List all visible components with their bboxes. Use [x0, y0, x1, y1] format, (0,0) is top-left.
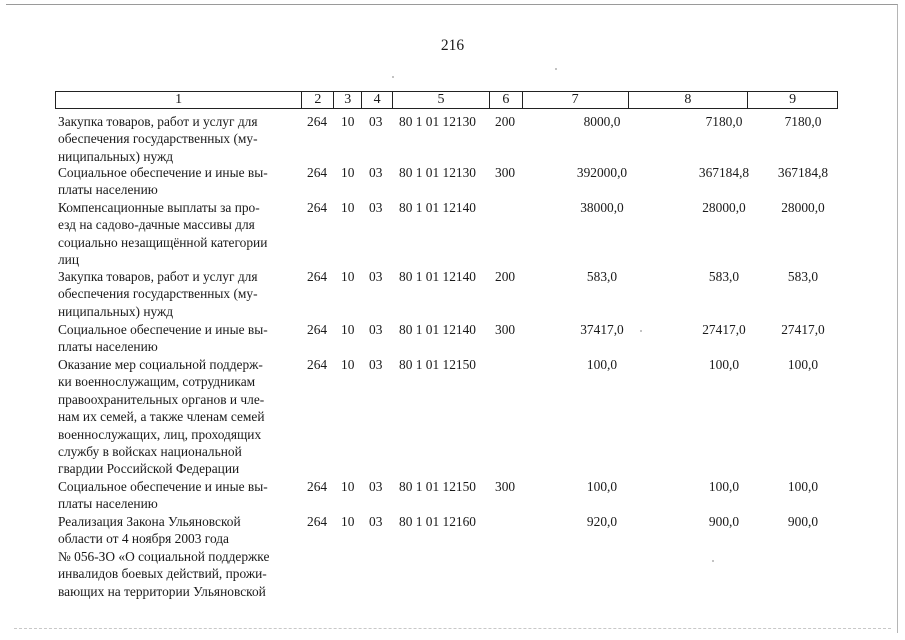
amount-col8-cell: 367184,8: [698, 165, 750, 180]
section-cell: 10: [341, 114, 355, 129]
subsection-cell: 03: [369, 322, 383, 337]
description-line: платы населению: [58, 496, 158, 512]
target-article-cell: 80 1 01 12160: [399, 514, 476, 529]
amount-col8-cell: 100,0: [708, 479, 740, 494]
amount-col9-cell: 900,0: [787, 514, 819, 529]
target-article-cell: 80 1 01 12140: [399, 200, 476, 215]
scan-speck: [712, 560, 714, 562]
description-line: езд на садово-дачные массивы для: [58, 217, 255, 233]
row-description: [58, 113, 294, 165]
grbs-cell: 264: [307, 514, 328, 529]
subsection-cell: 03: [369, 200, 383, 215]
grbs-cell: 264: [307, 269, 328, 284]
header-col-3: 3: [333, 92, 361, 108]
scan-edge-line: [14, 628, 891, 629]
amount-col8-cell: 900,0: [708, 514, 740, 529]
description-line: ниципальных) нужд: [58, 148, 174, 164]
description-line: Оказание мер социальной поддерж-: [58, 357, 263, 372]
amount-col9-cell: 100,0: [787, 479, 819, 494]
amount-col7-cell: 100,0: [586, 479, 618, 494]
header-col-5: 5: [392, 92, 489, 108]
scan-speck: [555, 68, 557, 70]
amount-col9-cell: 27417,0: [781, 322, 825, 337]
description-line: военнослужащих, лиц, проходящих: [58, 426, 262, 442]
row-description: [58, 478, 294, 513]
description-line: нам их семей, а также членам семей: [58, 409, 265, 425]
amount-col9-cell: 583,0: [787, 269, 819, 284]
amount-col9-cell: 28000,0: [781, 200, 825, 215]
description-line: Закупка товаров, работ и услуг для: [58, 114, 258, 129]
description-line: Закупка товаров, работ и услуг для: [58, 269, 258, 284]
description-line: № 056-ЗО «О социальной поддержке: [58, 548, 270, 564]
amount-col8-cell: 583,0: [708, 269, 740, 284]
amount-col7-cell: 37417,0: [580, 322, 624, 337]
description-line: гвардии Российской Федерации: [58, 461, 240, 477]
amount-col8-cell: 7180,0: [705, 114, 743, 129]
expense-type-cell: 300: [495, 322, 516, 337]
row-description: [58, 356, 294, 478]
row-description: [58, 164, 294, 199]
amount-col9-cell: 100,0: [787, 357, 819, 372]
amount-col7-cell: 8000,0: [583, 114, 621, 129]
description-line: инвалидов боевых действий, прожи-: [58, 566, 267, 582]
amount-col7-cell: 38000,0: [580, 200, 624, 215]
header-col-2: 2: [301, 92, 333, 108]
description-line: ки военнослужащим, сотрудникам: [58, 374, 256, 390]
section-cell: 10: [341, 479, 355, 494]
table-header: [55, 91, 838, 109]
section-cell: 10: [341, 357, 355, 372]
scan-speck: [392, 76, 394, 78]
header-col-7: 7: [522, 92, 628, 108]
description-line: платы населению: [58, 182, 158, 198]
section-cell: 10: [341, 200, 355, 215]
description-line: лиц: [58, 252, 80, 268]
amount-col7-cell: 920,0: [586, 514, 618, 529]
description-line: службу в войсках национальной: [58, 444, 242, 460]
description-line: Компенсационные выплаты за про-: [58, 200, 260, 215]
description-line: ниципальных) нужд: [58, 303, 174, 319]
header-col-4: 4: [361, 92, 392, 108]
subsection-cell: 03: [369, 165, 383, 180]
expense-type-cell: 300: [495, 479, 516, 494]
amount-col7-cell: 100,0: [586, 357, 618, 372]
amount-col8-cell: 27417,0: [702, 322, 746, 337]
description-line: Социальное обеспечение и иные вы-: [58, 479, 268, 494]
grbs-cell: 264: [307, 322, 328, 337]
subsection-cell: 03: [369, 514, 383, 529]
page-number: 216: [440, 37, 465, 54]
scan-speck: [640, 330, 642, 332]
description-line: обеспечения государственных (му-: [58, 286, 258, 302]
target-article-cell: 80 1 01 12140: [399, 322, 476, 337]
subsection-cell: 03: [369, 114, 383, 129]
subsection-cell: 03: [369, 269, 383, 284]
description-line: вающих на территории Ульяновской: [58, 583, 266, 599]
target-article-cell: 80 1 01 12130: [399, 165, 476, 180]
subsection-cell: 03: [369, 479, 383, 494]
expense-type-cell: 200: [495, 269, 516, 284]
row-description: [58, 199, 294, 269]
row-description: [58, 513, 294, 600]
description-line: Реализация Закона Ульяновской: [58, 514, 241, 529]
grbs-cell: 264: [307, 357, 328, 372]
header-col-6: 6: [489, 92, 522, 108]
description-line: обеспечения государственных (му-: [58, 131, 258, 147]
row-description: [58, 321, 294, 356]
description-line: Социальное обеспечение и иные вы-: [58, 322, 268, 337]
amount-col7-cell: 583,0: [586, 269, 618, 284]
description-line: области от 4 ноября 2003 года: [58, 531, 230, 547]
description-line: платы населению: [58, 339, 158, 355]
grbs-cell: 264: [307, 114, 328, 129]
section-cell: 10: [341, 322, 355, 337]
target-article-cell: 80 1 01 12150: [399, 357, 476, 372]
grbs-cell: 264: [307, 165, 328, 180]
subsection-cell: 03: [369, 357, 383, 372]
amount-col7-cell: 392000,0: [576, 165, 628, 180]
amount-col8-cell: 28000,0: [702, 200, 746, 215]
header-col-9: 9: [747, 92, 837, 108]
target-article-cell: 80 1 01 12130: [399, 114, 476, 129]
amount-col9-cell: 367184,8: [777, 165, 829, 180]
header-col-8: 8: [628, 92, 748, 108]
expense-type-cell: 200: [495, 114, 516, 129]
description-line: Социальное обеспечение и иные вы-: [58, 165, 268, 180]
amount-col9-cell: 7180,0: [784, 114, 822, 129]
row-description: [58, 268, 294, 320]
description-line: социально незащищённой категории: [58, 234, 268, 250]
section-cell: 10: [341, 514, 355, 529]
expense-type-cell: 300: [495, 165, 516, 180]
amount-col8-cell: 100,0: [708, 357, 740, 372]
section-cell: 10: [341, 269, 355, 284]
target-article-cell: 80 1 01 12150: [399, 479, 476, 494]
target-article-cell: 80 1 01 12140: [399, 269, 476, 284]
grbs-cell: 264: [307, 479, 328, 494]
section-cell: 10: [341, 165, 355, 180]
grbs-cell: 264: [307, 200, 328, 215]
header-col-1: 1: [175, 92, 183, 107]
description-line: правоохранительных органов и чле-: [58, 391, 265, 407]
